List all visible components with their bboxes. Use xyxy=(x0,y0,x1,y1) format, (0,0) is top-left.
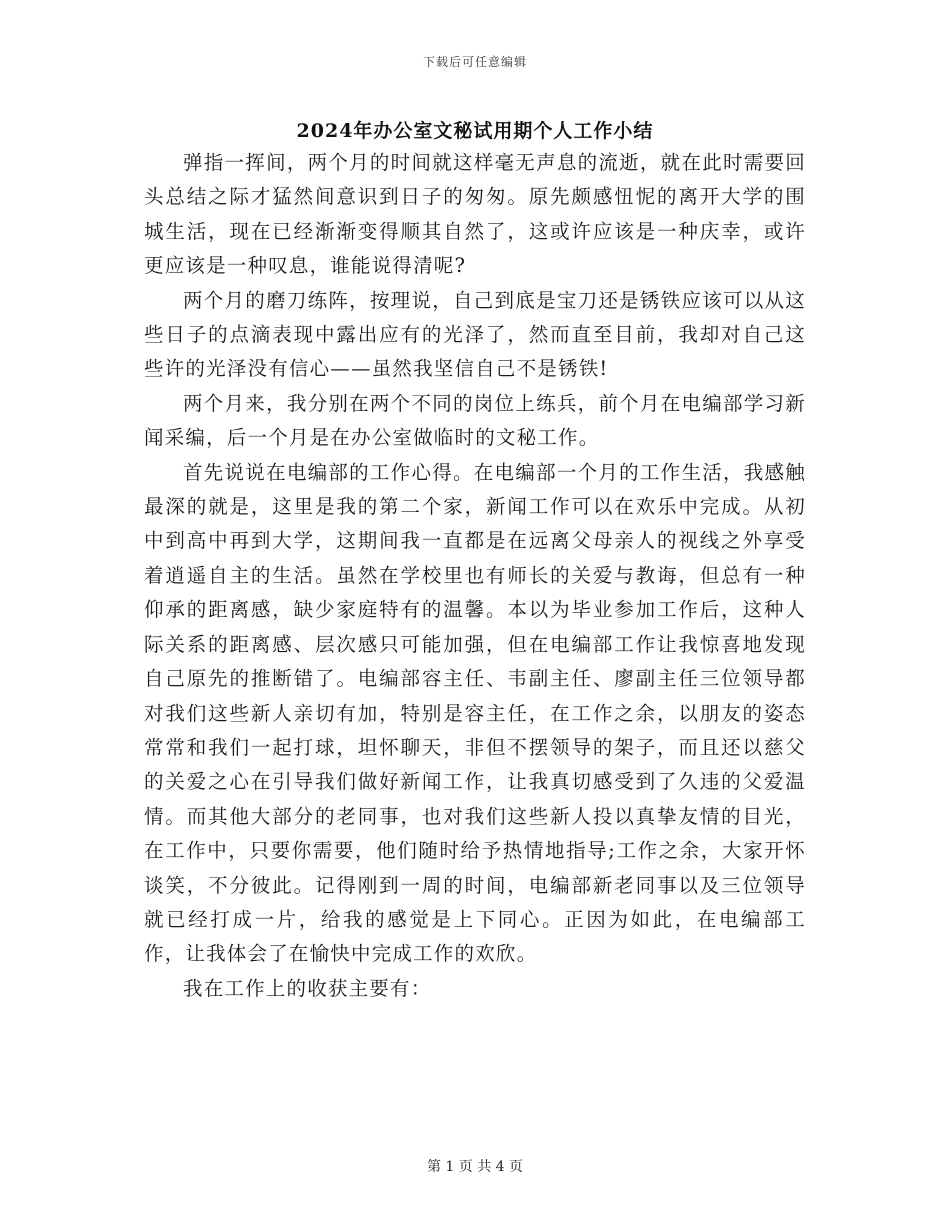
paragraph: 我在工作上的收获主要有： xyxy=(183,976,432,1000)
page-number-footer: 第 1 页 共 4 页 xyxy=(426,1159,524,1175)
document-title: 2024年办公室文秘试用期个人工作小结 xyxy=(296,120,654,142)
paragraph: 首先说说在电编部的工作心得。在电编部一个月的工作生活，我感触最深的就是，这里是我的第二个家，新闻工作可以在欢乐中完成。从初中到高中再到大学，这期间我一直都是在远离父母亲人的视线之外享受着逍遥自主的生活。虽然在学校里也有师长的关爱与教诲，但总有一种仰承的距离感，缺少家庭特有的温馨。本以为毕业参加工作后，这种人际关系的距离感、层次感只可能加强，但在电编部工作让我惊喜地发现自己原先的推断错了。电编部容主任、韦副主任、廖副主任三位领导都对我们这些新人亲切有加，特别是容主任，在工作之余，以朋友的姿态常常和我们一起打球，坦怀聊天，非但不摆领导的架子，而且还以慈父的关爱之心在引导我们做好新闻工作，让我真切感受到了久违的父爱温情。而其他大部分的老同事，也对我们这些新人投以真挚友情的目光，在工作中，只要你需要，他们随时给予热情地指导;工作之余，大家开怀谈笑，不分彼此。记得刚到一周的时间，电编部新老同事以及三位领导就已经打成一片，给我的感觉是上下同心。正因为如此，在电编部工作，让我体会了在愉快中完成工作的欢欣。 xyxy=(144,460,806,966)
paragraph: 两个月的磨刀练阵，按理说，自己到底是宝刀还是锈铁应该可以从这些日子的点滴表现中露出应有的光泽了，然而直至目前，我却对自己这些许的光泽没有信心——虽然我坚信自己不是锈铁! xyxy=(144,288,806,381)
paragraph: 弹指一挥间，两个月的时间就这样毫无声息的流逝，就在此时需要回头总结之际才猛然间意识到日子的匆匆。原先颇感忸怩的离开大学的围城生活，现在已经渐渐变得顺其自然了，这或许应该是一种庆幸，或许更应该是一种叹息，谁能说得清呢? xyxy=(144,151,806,278)
header-note: 下载后可任意编辑 xyxy=(422,55,527,69)
document-body xyxy=(144,146,806,1006)
paragraph: 两个月来，我分别在两个不同的岗位上练兵，前个月在电编部学习新闻采编，后一个月是在办公室做临时的文秘工作。 xyxy=(144,391,806,450)
